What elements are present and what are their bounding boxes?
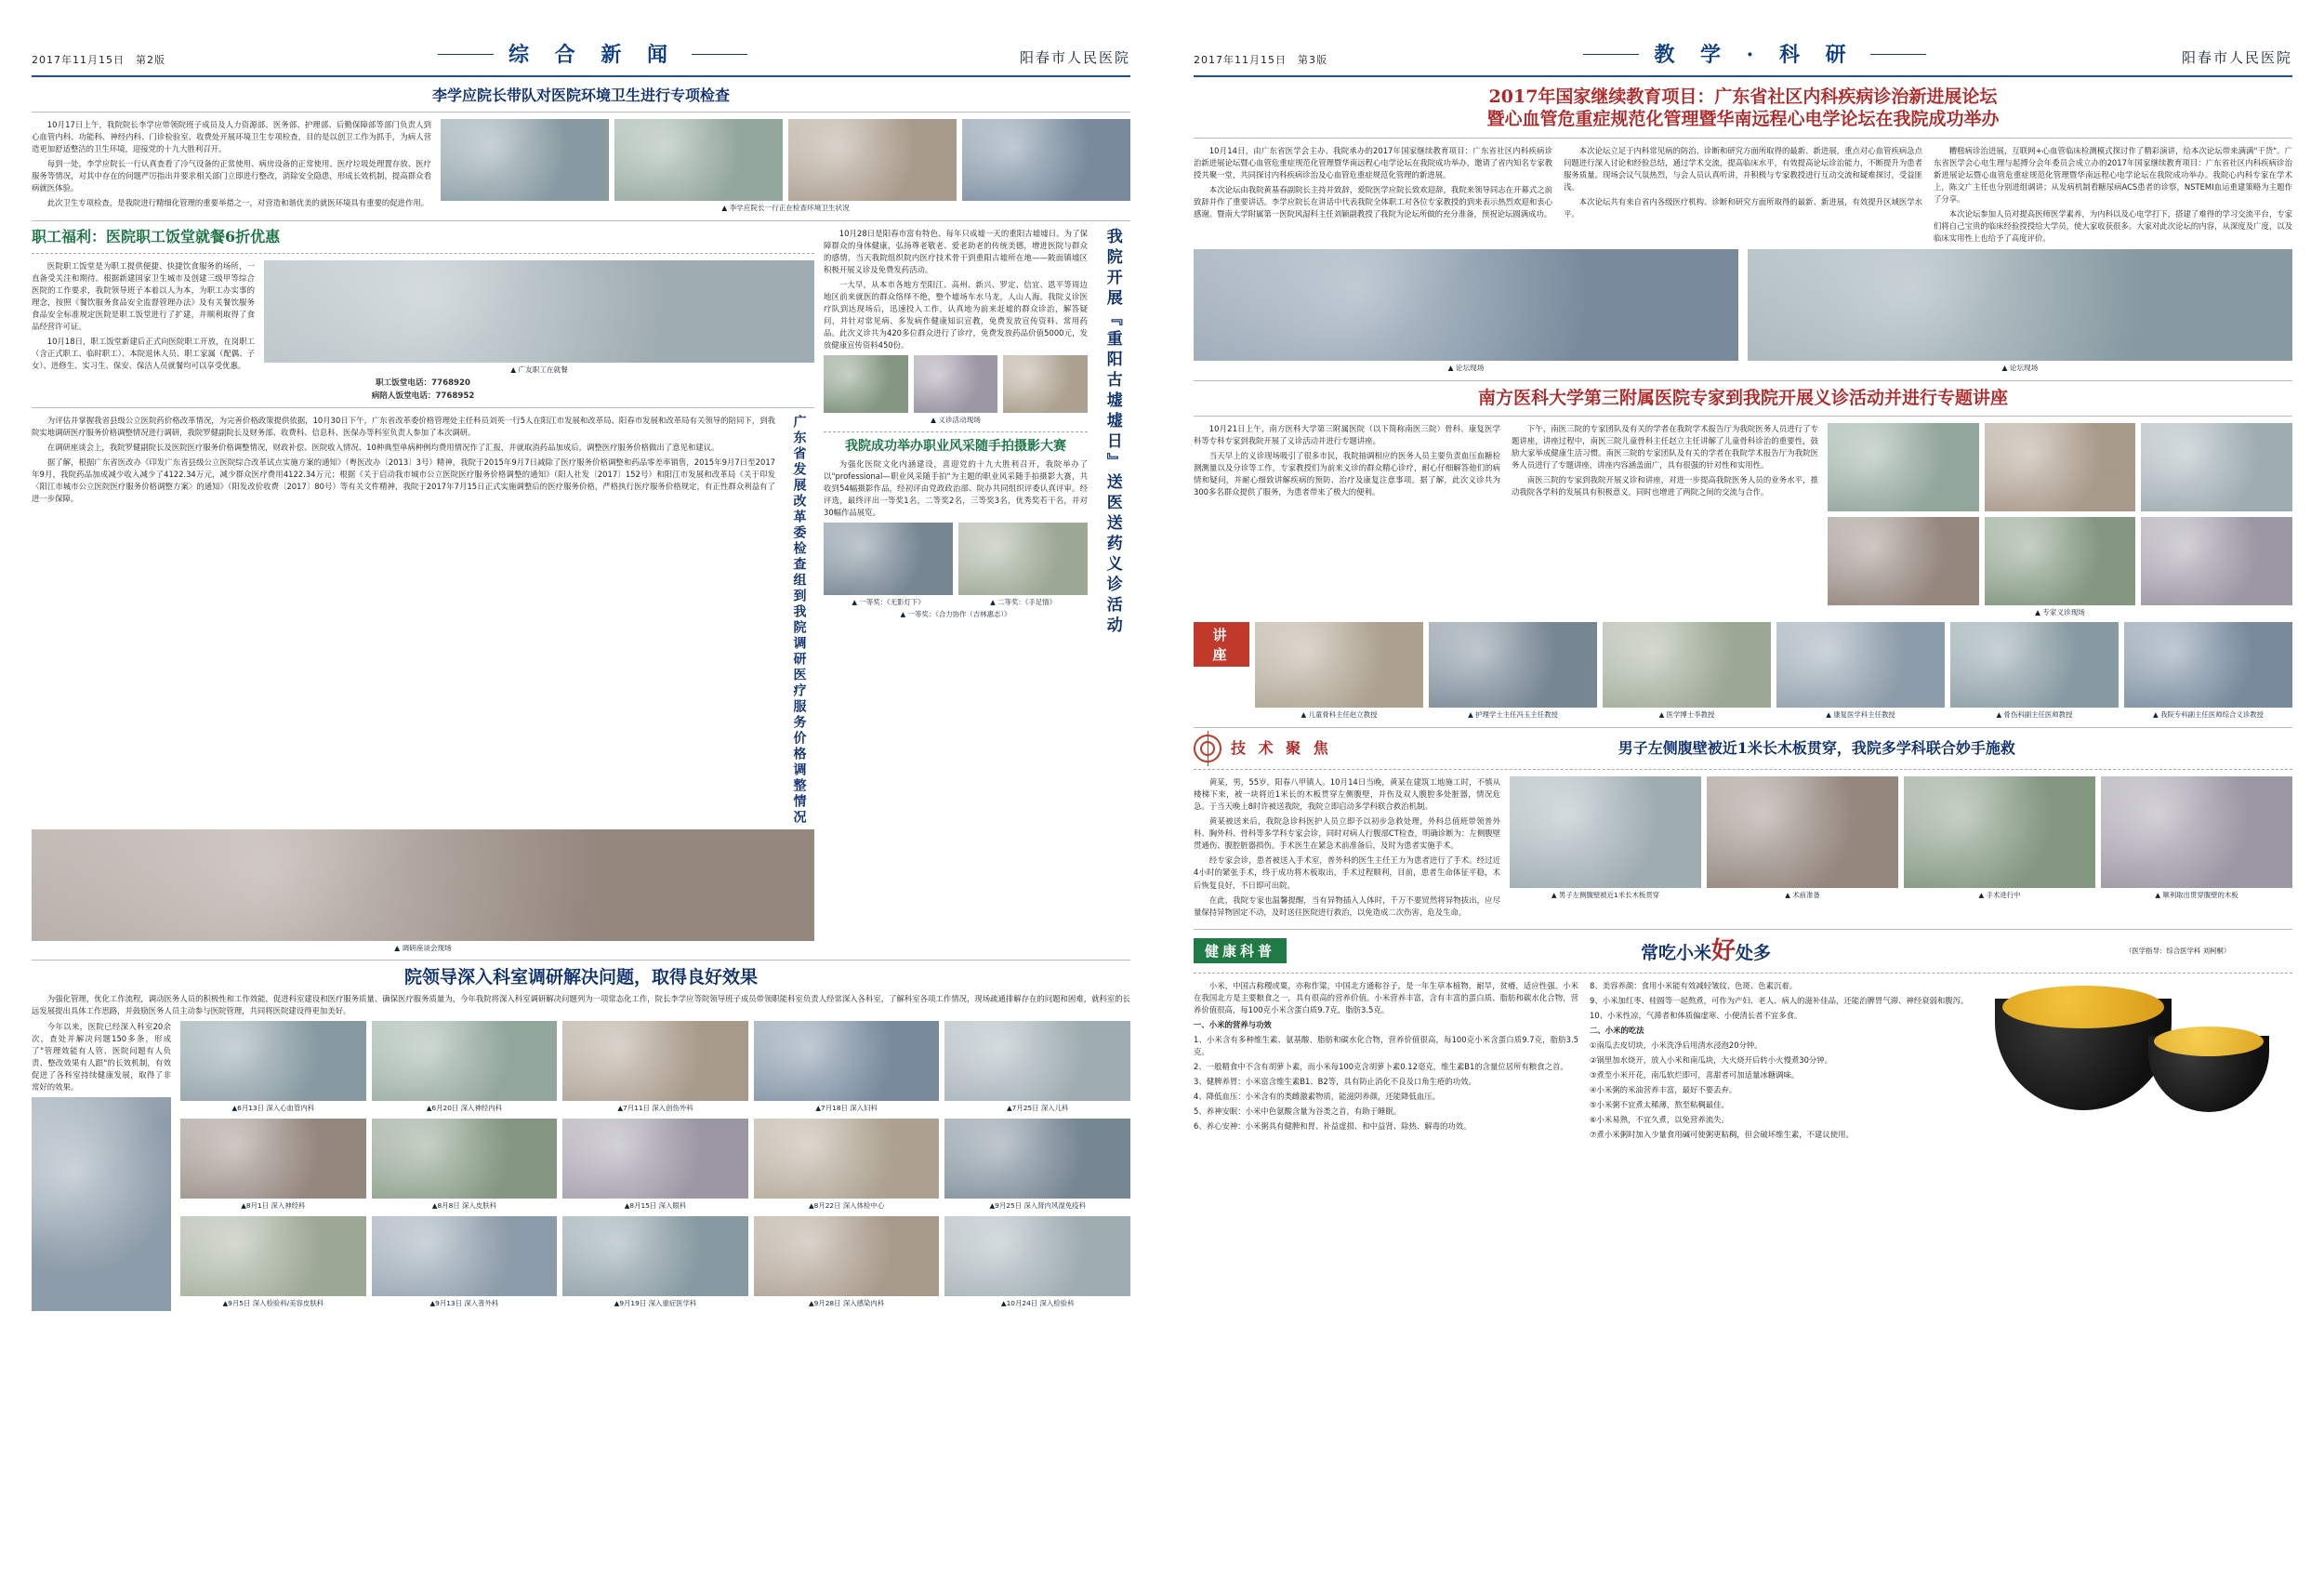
article-4-photo-1 xyxy=(824,355,908,413)
article-health-millet xyxy=(1194,936,2292,1158)
section-title-wrap-left xyxy=(165,37,1020,70)
article-5-photo-2 xyxy=(958,523,1088,595)
article-6-photo-10 xyxy=(944,1119,1130,1199)
article-b2-p4: 南医三院的专家到我院开展义诊和讲座，对进一步提高我院医务人员的业务水平，推动我院各学科的发展具有积极意义，同时也增进了两院之间的交流与合作。 xyxy=(1512,475,1818,497)
article-1-photo-3 xyxy=(788,119,957,201)
article-b2-p2: 当天早上的义诊现场吸引了很多市民，我院抽调相应的医务人员主要负责血压血糖检测测量以及分诊等工作，专家教授们为前来义诊的群众精心诊疗，耐心仔细解答他们的病情和疑问，并耐心细致讲解疾病的预防、治疗及康复注意事项。据了解，此次义诊共为300多名群众提供了服务，为患者带来了极大的便利。 xyxy=(1194,451,1500,497)
divider xyxy=(1194,973,2292,974)
article-b4-byline: （医学指导：综合医学科 刘柯桐） xyxy=(2125,947,2231,956)
article-b1-photo-2 xyxy=(1748,249,2292,361)
article-2-photo xyxy=(264,260,814,363)
article-b2-lecture-caption-3: ▲ 医学博士李教授 xyxy=(1658,710,1715,720)
article-4-photo-2 xyxy=(914,355,998,413)
issue-date-right: 2017年11月15日 第3版 xyxy=(1194,54,1327,66)
article-leadership-research xyxy=(32,967,1130,1311)
article-2-body xyxy=(32,260,255,375)
article-b2-lecture-caption-1: ▲ 儿童骨科主任赵立教授 xyxy=(1301,710,1378,720)
article-5-photo-1-wrap xyxy=(824,523,953,607)
issue-date-left: 2017年11月15日 第2版 xyxy=(32,54,165,66)
article-2-caption: ▲ 广友职工在就餐 xyxy=(510,365,568,374)
article-5-photo-1 xyxy=(824,523,953,595)
article-6-photo-5 xyxy=(944,1021,1130,1101)
organization-right: 阳春市人民医院 xyxy=(2181,49,2292,66)
article-b4-note3: 10、小米性凉，气滞者和体质偏虚寒、小便清长者不宜多食。 xyxy=(1590,1011,1802,1021)
article-b4-note1: 8、美容养颜：食用小米能有效减轻皱纹、色斑、色素沉着。 xyxy=(1590,981,1798,991)
article-b4-col-2 xyxy=(1590,980,1974,1157)
article-4-vertical-headline: 我院开展『重阳古墟墟日』送医送药义诊活动 xyxy=(1103,228,1122,637)
article-1-caption: ▲ 李学应院长一行正在检查环境卫生状况 xyxy=(721,204,850,212)
article-1-body xyxy=(32,119,431,213)
article-2-headline: 职工福利：医院职工饭堂就餐6折优惠 xyxy=(32,228,281,245)
article-b2-p3: 下午，南医三院的专家团队及有关的学者在我院学术报告厅为我院医务人员进行了专题讲座，讲座过程中，南医三院儿童骨科主任赵立主任讲解了儿童骨科诊治的重要性，鼓励大家举成健康生活习惯。南医三院的专家团队及有关的学者在我院学术报告厅为我院医务人员进行了专题讲座，讲座内容涵盖面广，具有很强的针对性和实用性。 xyxy=(1512,424,1818,470)
staff-canteen-phone: 职工饭堂电话：7768920 xyxy=(375,378,470,389)
article-6-photo-9 xyxy=(754,1119,940,1199)
photo-cell xyxy=(1510,776,1701,900)
article-6-photo-1 xyxy=(180,1021,366,1101)
millet-bowl-large xyxy=(1995,999,2172,1110)
article-6-caption-11: ▲9月5日 深入检验科/美容皮肤科 xyxy=(222,1298,324,1307)
article-6-photo-11 xyxy=(180,1216,366,1296)
article-b3-p1: 黄某，男，55岁，阳春八甲镇人。10月14日当晚，黄某在建筑工地施工时，不慎从楼梯下来，被一块将近1米长的木板贯穿左侧腹壁，并伤及双人腹腔多处脏器，情况危急。于当天晚上8时许被送我院，我院立即启动多学科联合救治机制。 xyxy=(1194,777,1500,812)
article-6-caption-4: ▲7月18日 深入妇科 xyxy=(815,1103,878,1112)
article-3-body xyxy=(32,415,775,826)
article-3-p1: 为评估并掌握我省县级公立医院药价格改革情况，为完善价格政策提供依据，10月30日下午，广东省改革委价格管理处主任科员刘英一行5人在阳江市发展和改革局、阳春市发展和改革局有关领导的陪同下，到我院实地调研医疗服务价格调整情况进行调研，我院罗健副院长及财务部、收费科、信息科、医保办等科室负责人参加了本次调研。 xyxy=(32,416,775,438)
article-b1-p1: 10月14日，由广东省医学会主办、我院承办的2017年国家继续教育项目：广东省社区内科疾病诊治新进展论坛暨心血管危重症规范化管理暨华南远程心电学论坛在我院成功举办，邀请了省内知名专家教授共聚一堂，共同探讨内科疾病诊治及心血管危重症规范化管理的新进展。 xyxy=(1194,145,1552,179)
article-b1-photo-1 xyxy=(1194,249,1738,361)
article-3-caption: ▲ 调研座谈会现场 xyxy=(394,944,452,953)
article-b4-r5: ⑤小米粥不宜煮太稀薄，熬至粘稠最佳。 xyxy=(1590,1100,1729,1110)
photo-cell xyxy=(1603,622,1771,720)
article-b4-l1: 1、小米含有多种维生素、氨基酸、脂肪和碳水化合物，营养价值很高，每100克小米含蛋白质9.7克，脂肪3.5克。 xyxy=(1194,1035,1578,1057)
article-b1-caption-2: ▲ 论坛现场 xyxy=(2001,363,2039,372)
article-b2-lecture-caption-5: ▲ 骨伤科副主任医师教授 xyxy=(1996,710,2073,720)
article-1-p3: 此次卫生专项检查，是我院进行精细化管理的重要举措之一，对营造和谐优美的就医环境具有重要的促进作用。 xyxy=(46,198,429,208)
article-b3-p3: 经专家会诊，患者被送入手术室，普外科的医生主任王力为患者进行了手术。经过近4小时的紧张手术，终于成功将木板取出，手术过程顺利，目前，患者生命体征平稳，术后恢复良好，不日即可出院。 xyxy=(1194,855,1500,890)
article-1-headline: 李学应院长带队对医院环境卫生进行专项检查 xyxy=(431,86,730,104)
article-b4-col-1 xyxy=(1194,980,1578,1157)
article-5-body xyxy=(824,458,1088,519)
article-5-caption-3: ▲ 一等奖：《合力协作（吉林惠志）》 xyxy=(900,609,1011,618)
article-b4-l6: 6、养心安神：小米粥具有健脾和胃、补益虚损、和中益肾、除热、解毒的功效。 xyxy=(1194,1121,1472,1132)
photo-cell xyxy=(1904,776,2095,900)
section-title-wrap-right xyxy=(1327,37,2182,70)
health-science-badge: 健康科普 xyxy=(1194,938,1287,963)
article-5-headline: 我院成功举办职业风采随手拍摄影大赛 xyxy=(845,439,1066,455)
article-2-p2: 10月18日，职工饭堂新建后正式向医院职工开放，在岗职工（含正式职工、临时职工）、本院退休人员、职工家属（配偶、子女）、进修生、实习生、保安、保洁人员就餐均可以享受优惠。 xyxy=(32,337,255,371)
photo-cell xyxy=(180,1216,366,1308)
article-b2-lecture-photo-3 xyxy=(1603,622,1771,708)
article-6-caption-12: ▲9月13日 深入普外科 xyxy=(429,1298,499,1307)
divider xyxy=(1194,769,2292,770)
section-title-left: 综 合 新 闻 xyxy=(484,37,701,70)
article-b4-headline-b: 处多 xyxy=(1736,942,1772,963)
article-5-caption-1: ▲ 一等奖：《无影灯下》 xyxy=(852,597,925,606)
article-6-photo-12 xyxy=(372,1216,558,1296)
article-6-caption-15: ▲10月24日 深入检验科 xyxy=(1000,1298,1075,1307)
article-b3-caption-2: ▲ 术前准备 xyxy=(1785,891,1820,900)
photo-cell xyxy=(754,1216,940,1308)
divider xyxy=(32,253,814,254)
article-6-p2: 今年以来，医院已经深入科室20余次，查处并解决问题150多条，形成了"管理效能有人管、医院问题有人负责、整改效果有人跟"的长效机制，有效促进了各科室持续健康发展，取得了非常好的效果。 xyxy=(32,1021,171,1092)
article-b3-p4: 在此，我院专家也温馨提醒，当有异物插入人体时，千万不要贸然将异物拔出，应尽量保持异物固定不动，及时送往医院进行救治，以免造成二次伤害，危及生命。 xyxy=(1194,894,1500,917)
article-b1-headline-1: 2017年国家继续教育项目：广东省社区内科疾病诊治新进展论坛 xyxy=(1488,86,1998,107)
target-icon xyxy=(1194,735,1221,762)
article-b4-l5: 5、养神安眠：小米中色氨酸含量为谷类之首，有助于睡眠。 xyxy=(1194,1106,1402,1117)
article-6-caption-7: ▲8月8日 深入皮肤科 xyxy=(431,1200,496,1210)
page-right xyxy=(1162,0,2324,1590)
article-nanfang-visit xyxy=(1194,388,2292,721)
article-b2-caption-main: ▲ 专家义诊现场 xyxy=(2035,608,2085,617)
article-b4-h1: 一、小米的营养与功效 xyxy=(1194,1020,1272,1030)
article-b4-note2: 9、小米加红枣、桂圆等一起熬煮，可作为产妇、老人、病人的滋补佳品，还能治脾胃气滞、神经衰弱和腹泻。 xyxy=(1590,996,1969,1006)
article-b2-lecture-photo-2 xyxy=(1429,622,1597,708)
article-b2-p1: 10月21日上午，南方医科大学第三附属医院（以下简称南医三院）骨科、康复医学科等专科专家到我院开展了义诊活动并进行专题讲座。 xyxy=(1194,424,1500,446)
article-b2-photo-6 xyxy=(2141,517,2292,605)
article-b2-headline: 南方医科大学第三附属医院专家到我院开展义诊活动并进行专题讲座 xyxy=(1477,387,2008,408)
article-b1-p4: 本次论坛共有来自省内各级医疗机构、诊断和研究方面所取得的最新、新进展，有效提升区域医学水平。 xyxy=(1564,196,1922,219)
article-b4-r3: ③煮至小米开花，南瓜软烂即可，喜甜者可加适量冰糖调味。 xyxy=(1590,1070,1800,1080)
divider xyxy=(1194,380,2292,381)
article-6-caption-14: ▲9月28日 深入感染内科 xyxy=(808,1298,885,1307)
article-b2-lecture-caption-6: ▲ 我院专科副主任医师综合义诊教授 xyxy=(2153,710,2264,720)
lecture-badge: 讲 座 xyxy=(1194,622,1249,667)
article-b1-p5: 糟糕病诊治进展，互联网+心血管临床检测模式探讨作了精彩演讲，给本次论坛带来满满"干货"。广东省医学会心电生理与起搏分会年委员会成立办的2017年国家继续教育项目：广东省社区内科疾病诊治新进展论坛暨心血管危重症规范化管理暨华南远程心电学论坛在我院成功举办。我院心内科专家在学术上，陈文广主任也分别进组调讲；从发病机制看糖尿病ACS患者的诊察，NSTEMI血运重建策略为主题作了分享。 xyxy=(1934,145,2292,204)
article-b2-lecture-caption-4: ▲ 康复医学科主任教授 xyxy=(1826,710,1895,720)
article-1-photo-4 xyxy=(962,119,1130,201)
article-6-caption-13: ▲9月19日 深入重症医学科 xyxy=(614,1298,697,1307)
article-b1-p3: 本次论坛立足于内科常见病的防治、诊断和研究方面所取得的最新、新进展，重点对心血管疾病急点问题进行深入讨论和经验总结，通过学术交流，提高临床水平，有效提高论坛诊治能力，不断提升为患者服务质量。现场会议气氛热烈，与会人员认真听讲，并积极与专家教授进行互动交流和疑难探讨，受益匪浅。 xyxy=(1564,145,1922,192)
photo-cell xyxy=(1429,622,1597,720)
article-b3-caption-5: ▲ 顺利取出贯穿腹壁的木板 xyxy=(2155,891,2238,900)
article-b4-l3: 3、健脾养胃：小米富含维生素B1、B2等，具有防止消化不良及口角生疮的功效。 xyxy=(1194,1077,1476,1087)
divider xyxy=(32,960,1130,961)
article-b1-caption-1: ▲ 论坛现场 xyxy=(1447,363,1485,372)
article-b4-r6: ⑥小米易熟，不宜久煮，以免营养流失。 xyxy=(1590,1115,1729,1125)
article-b3-photo-1 xyxy=(1510,776,1701,888)
article-b4-intro: 小米，中国古称稷或粟，亦称作粱，中国北方通称谷子，是一年生草本植物，耐旱，贫瘠，适应性强。小米在我国北方是主要粮食之一，具有很高的营养价值。小米营养丰富，含有丰富的蛋白质、脂肪和碳水化合物，营养价值很高，每100克小米含蛋白质9.7克，脂肪3.5克。 xyxy=(1194,981,1578,1015)
article-b3-photo-3 xyxy=(1904,776,2095,888)
article-1-p2: 每到一处，李学应院长一行认真查看了冷气设备的正常使用、病房设备的正常使用、医疗垃圾处理置存放、医疗服务等情况，对其中存在的问题严厉指出并要求相关部门立即进行整改，消除安全隐患，形成长效机制，提高群众看病就医体验。 xyxy=(32,159,431,193)
article-b3-headline: 男子左侧腹壁被近1米长木板贯穿，我院多学科联合妙手施救 xyxy=(1618,739,2015,758)
article-b2-photo-5 xyxy=(1985,517,2136,605)
article-6-photo-15 xyxy=(944,1216,1130,1296)
article-6-photo-side xyxy=(32,1097,171,1311)
article-2-p1: 医院职工饭堂是为职工提供便捷、快捷饮食服务的场所，一直备受关注和期待。根据新建国家卫生城市及创建三级甲等综合医院的工作要求，我院领导班子本着以人为本，为职工办实事的理念，按照《餐饮服务食品安全监督管理办法》及有关餐饮服务食品安全标准规定医院是职工饭堂进行了扩建，并顺利取得了食品经营许可证。 xyxy=(32,261,255,332)
article-6-photo-6 xyxy=(180,1119,366,1199)
article-b2-body xyxy=(1194,423,1818,617)
divider xyxy=(1194,416,2292,417)
article-b4-l4: 4、降低血压：小米含有的类雌激素物质，能滋阴养颜，还能降低血压。 xyxy=(1194,1092,1440,1102)
photo-cell xyxy=(372,1119,558,1211)
article-b3-body xyxy=(1194,776,1500,921)
article-5-photo-2-wrap xyxy=(958,523,1088,607)
article-b1-body xyxy=(1194,145,2292,245)
millet-bowl-small xyxy=(2148,1036,2269,1112)
photo-cell xyxy=(1776,622,1945,720)
article-6-photo-7 xyxy=(372,1119,558,1199)
article-6-caption-8: ▲8月15日 深入眼科 xyxy=(624,1200,687,1210)
article-4-caption: ▲ 义诊活动现场 xyxy=(931,416,981,425)
article-b1-p6: 本次论坛参加人员对提高医师医学素养，为内科以及心电学打下，搭建了难得的学习交流平台，专家们将自己宝贵的临床经验授授给大学员，使大家收获很多。大家对此次论坛的内容，从深度及广度，以及临床实用性上也给予了高度评价。 xyxy=(1934,208,2292,243)
article-b2-lecture-photo-6 xyxy=(2124,622,2292,708)
photo-cell xyxy=(1255,622,1423,720)
article-1-photo-2 xyxy=(614,119,783,201)
article-6-caption-5: ▲7月25日 深入儿科 xyxy=(1006,1103,1069,1112)
article-6-caption-3: ▲7月11日 深入创伤外科 xyxy=(617,1103,693,1112)
article-b4-headline-highlight: 好 xyxy=(1711,936,1736,965)
article-1-p1: 10月17日上午，我院院长李学应带领院班子成员及人力资源部、医务部、护理部、后勤保障部等部门负责人到心血管内科、功能科、神经内科、门诊检验室、收费处开展环境卫生专项检查，目的是以创卫工作为抓手，为病人营造更加舒适整洁的卫生环境，迎接党的十九大胜利召开。 xyxy=(32,120,431,154)
divider xyxy=(824,431,1088,432)
article-b3-p2: 黄某被送来后，我院急诊科医护人员立即予以初步急救处理，外科总值班带领普外科、胸外科、骨科等多学科专家会诊，同时对病人行腹部CT检查，明确诊断为：左侧腹壁贯通伤、腹腔脏器损伤。手术医生在紧急术前准备后，及时为患者实施手术。 xyxy=(1194,816,1500,851)
divider xyxy=(32,112,1130,113)
article-b2-photo-4 xyxy=(1828,517,1979,605)
photo-cell xyxy=(2101,776,2292,900)
article-6-caption-1: ▲6月13日 深入心血管内科 xyxy=(231,1103,315,1112)
article-6-caption-9: ▲8月22日 深入体检中心 xyxy=(808,1200,885,1210)
divider xyxy=(32,407,814,408)
masthead-right xyxy=(1194,37,2292,77)
article-3-photo xyxy=(32,829,814,941)
photo-cell xyxy=(562,1216,748,1308)
article-b1-p2: 本次论坛由我院黄基春副院长主持并致辞，爱院医学应院长致欢迎辞，我院来领导同志在开幕式之前致辞并作了重要讲话。李学应院长在讲话中代表我院全体职工对各位专家教授的到来表示热烈欢迎和衷心感谢。暨南大学附属第一医院风湿科主任刘颖副教授了我院为论坛所做的充分准备，预祝论坛圆满成功。 xyxy=(1194,184,1552,219)
photo-cell xyxy=(562,1119,748,1211)
divider xyxy=(32,220,1130,221)
article-3-vertical-headline: 广东省发展改革委检查组到我院调研医疗服务价格调整情况 xyxy=(791,415,807,827)
article-b3-caption-3: ▲ 手术进行中 xyxy=(1978,891,2021,900)
article-b3-photo-4 xyxy=(2101,776,2292,888)
article-6-caption-2: ▲6月20日 深入神经内科 xyxy=(426,1103,503,1112)
organization-left: 阳春市人民医院 xyxy=(1019,49,1130,66)
divider xyxy=(1194,929,2292,930)
photo-cell xyxy=(754,1021,940,1113)
article-b2-lecture-caption-2: ▲ 护理学士主任冯玉主任教授 xyxy=(1468,710,1558,720)
tech-focus-badge: 技 术 聚 焦 xyxy=(1231,739,1332,758)
photo-cell xyxy=(2124,622,2292,720)
article-b3-caption-1: ▲ 男子左侧腹壁被近1米长木板贯穿 xyxy=(1551,891,1660,900)
article-6-body-2 xyxy=(32,1021,171,1311)
article-b4-r2: ②锅里加水烧开，放入小米和南瓜块，大火烧开后转小火慢煮30分钟。 xyxy=(1590,1055,1833,1066)
article-6-photo-14 xyxy=(754,1216,940,1296)
section-title-right: 教 学 · 科 研 xyxy=(1630,37,1879,70)
article-3-p2: 在调研座谈会上，我院罗健副院长及医院医疗服务价格调整情况，财政补偿、医院收入情况、10种典型单病种例均费用情况作了汇报，并就取消药品加成后，调整医疗服务价格做出了意见和建议。 xyxy=(46,443,720,453)
article-6-photo-4 xyxy=(754,1021,940,1101)
article-6-photo-2 xyxy=(372,1021,558,1101)
article-6-p1: 为强化管理，优化工作流程，调动医务人员的积极性和工作效能，促进科室建设和医疗服务质量、确保医疗服务质量为，今年我院将深入科室调研解决问题列为一项常态化工作，院长李学应等院领导班子成员带领职能科室负责人经常深入各科室，了解科室各项工作情况，现场疏通排解存在的问题和困难，就科室的长远发展提出具体工作思路，并鼓励医务人员主动参与医院管理，共同将医院建设得更加美好。 xyxy=(32,993,1130,1015)
article-6-body xyxy=(32,993,1130,1017)
divider xyxy=(1194,727,2292,728)
article-b4-r1: ①南瓜去皮切块，小米洗净后用清水浸泡20分钟。 xyxy=(1590,1040,1763,1051)
article-6-caption-6: ▲8月1日 深入神经科 xyxy=(241,1200,306,1210)
article-4-p1: 10月28日是阳春市富有特色、每年只成墟一天的重阳古墟墟日。为了保障群众的身体健康，弘扬尊老敬老、爱老助老的传统美德，增进医院与群众的感情，当天我院组织院内医疗技术骨干到重阳古墟所在地——陂面镇墟区积极开展义诊及免费发药活动。 xyxy=(824,229,1088,275)
photo-cell xyxy=(562,1021,748,1113)
article-b2-photo-1 xyxy=(1828,423,1979,511)
article-6-photo-3 xyxy=(562,1021,748,1101)
photo-cell xyxy=(944,1119,1130,1211)
article-1-photo-1 xyxy=(441,119,609,201)
article-b4-l2: 2、一般精食中不含有胡萝卜素，而小米每100克含胡萝卜素0.12毫克，维生素B1的含量位居所有粮食之首。 xyxy=(1194,1062,1568,1072)
article-3-p3: 据了解，根据广东省医改办《印发广东省县级公立医院综合改革试点实施方案的通知》（粤医改办〔2013〕3号）精神，我院于2015年9月7日减除了医疗服务价格调整和药品零差率销售，2015年9月7日至2017年9月，我院药品加成减少收入减少了4122.34万元，减少群众医疗费用4122.34万元；根据《关于启动我市城市公立医院医疗服务价格调整的通知》（阳人社发〔2017〕152号）和阳江市发展和改革局《关于印发〈阳江市城市公立医院医疗服务价格调整方案〉的通知》（阳发改价收费〔2017〕80号）等有关文件精神，我院于2017年7月15日正式实施调整后的医疗服务价格，严格执行医疗服务价格规定，有正性群众利益有了进一步保障。 xyxy=(32,457,775,504)
photo-cell xyxy=(944,1216,1130,1308)
article-b3-photo-2 xyxy=(1707,776,1898,888)
photo-cell xyxy=(1950,622,2119,720)
article-b2-photo-2 xyxy=(1985,423,2136,511)
patient-canteen-phone: 病陪人饭堂电话：7768952 xyxy=(371,391,475,402)
article-cme-forum xyxy=(1194,86,2292,373)
masthead-left xyxy=(32,37,1130,77)
photo-cell xyxy=(1707,776,1898,900)
photo-cell xyxy=(754,1119,940,1211)
article-6-caption-10: ▲9月25日 深入肾内风湿免疫科 xyxy=(989,1200,1086,1210)
photo-cell xyxy=(944,1021,1130,1113)
photo-cell xyxy=(372,1021,558,1113)
article-4-p2: 一大早，从本市各地方至阳江、高州、新兴、罗定、信宜、恩平等周边地区前来就医的群众络绎不绝，整个墟场车水马龙，人山人海。我院义诊医疗队到达现场后，迅速投入工作，认真地为前来赶墟的群众诊治，解答疑问，并针对常见病、多发病作健康知识宣教，免费发放宣传资料、常用药品。此次义诊共为420多位群众进行了诊疗，免费发放药品价值5000元，发放健康宣传资料450份。 xyxy=(824,280,1088,351)
article-b1-headline-2: 暨心血管危重症规范化管理暨华南远程心电学论坛在我院成功举办 xyxy=(1486,108,2000,129)
article-b2-photo-3 xyxy=(2141,423,2292,511)
article-5-caption-2: ▲ 二等奖：《手足情》 xyxy=(990,597,1056,606)
article-b4-r4: ④小米粥的米油营养丰富，最好不要丢弃。 xyxy=(1590,1085,1737,1095)
article-4-body xyxy=(824,228,1088,351)
article-b2-lecture-photo-5 xyxy=(1950,622,2119,708)
article-tech-focus xyxy=(1194,735,2292,921)
article-4-photo-3 xyxy=(1003,355,1088,413)
divider xyxy=(1194,138,2292,139)
article-6-photo-8 xyxy=(562,1119,748,1199)
article-b4-h2: 二、小米的吃法 xyxy=(1590,1026,1644,1036)
photo-cell xyxy=(180,1119,366,1211)
article-b4-r7: ⑦煮小米粥时加入少量食用碱可使粥更粘稠，但会破坏维生素，不建议使用。 xyxy=(1590,1130,1854,1140)
article-5-p1: 为强化医院文化内涵建设，喜迎党的十九大胜利召开，我院举办了以"professional—职业风采随手拍"为主题的职业风采随手拍摄影大赛，共收到54幅摄影作品，经初评由党政政治部、院办共同组织评委认真评审。经评选，最终评出一等奖1名，二等奖2名，三等奖3名，优秀奖若干名，并对30幅作品展览。 xyxy=(824,458,1088,517)
article-6-photo-13 xyxy=(562,1216,748,1296)
article-environment-inspection xyxy=(32,86,1130,213)
article-6-headline: 院领导深入科室调研解决问题，取得良好效果 xyxy=(403,967,758,988)
article-b2-lecture-photo-1 xyxy=(1255,622,1423,708)
photo-cell xyxy=(372,1216,558,1308)
article-b2-lecture-photo-4 xyxy=(1776,622,1945,708)
article-b4-headline-a: 常吃小米 xyxy=(1640,942,1711,963)
photo-cell xyxy=(180,1021,366,1113)
